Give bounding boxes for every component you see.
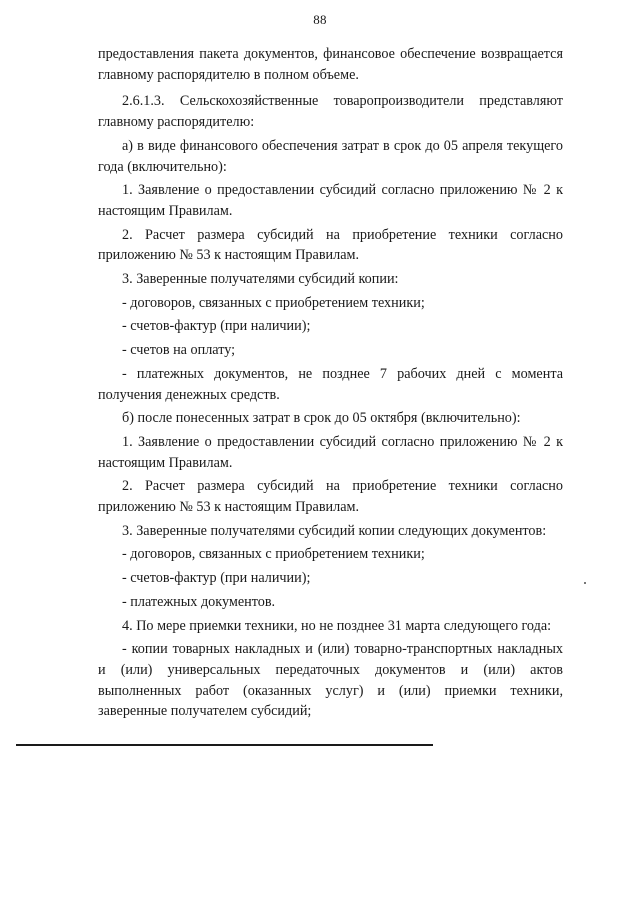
paragraph: - договоров, связанных с приобретением техники; (122, 546, 425, 563)
paragraph: 4. По мере приемки техники, но не позднее 31 марта следующего года: (122, 617, 552, 634)
scan-speck (584, 582, 586, 584)
paragraph: 3. Заверенные получателями субсидий копии: (122, 271, 399, 288)
paragraph: а) в виде финансового обеспечения затрат в срок до 05 апреля текущего года (включительно): (98, 137, 563, 175)
paragraph: - счетов-фактур (при наличии); (122, 570, 311, 587)
paragraph: - счетов-фактур (при наличии); (122, 318, 311, 335)
paragraph: 1. Заявление о предоставлении субсидий согласно приложению № 2 к настоящим Правилам. (98, 433, 563, 471)
paragraph: - платежных документов. (122, 593, 276, 610)
paragraph: - копии товарных накладных и (или) товарно-транспортных накладных и (или) универсальных передаточных документов и (или) актов выполненных работ (оказанных услуг) и (или) приемки техники, заверенные получателем субсидий; (98, 641, 563, 720)
paragraph: 1. Заявление о предоставлении субсидий согласно приложению № 2 к настоящим Правилам. (98, 182, 563, 219)
page-number: 88 (313, 12, 327, 27)
paragraph: - счетов на оплату; (122, 342, 236, 359)
paragraph: 2. Расчет размера субсидий на приобретение техники согласно приложению № 53 к настоящим Правилам. (98, 478, 563, 516)
paragraph: предоставления пакета документов, финансовое обеспечение возвращается главному распорядителю в полном объеме. (98, 46, 563, 83)
paragraph: 2. Расчет размера субсидий на приобретение техники согласно приложению № 53 к настоящим Правилам. (98, 226, 563, 264)
paragraph: - договоров, связанных с приобретением техники; (122, 294, 425, 311)
paragraph: 2.6.1.3. Сельскохозяйственные товаропроизводители представляют главному распорядителю: (98, 93, 563, 131)
footnote-separator-line (16, 744, 433, 746)
paragraph: - платежных документов, не позднее 7 рабочих дней с момента получения денежных средств. (98, 365, 563, 403)
paragraph: б) после понесенных затрат в срок до 05 октября (включительно): (122, 410, 521, 427)
document-body (98, 44, 563, 722)
paragraph: 3. Заверенные получателями субсидий копии следующих документов: (122, 522, 547, 539)
